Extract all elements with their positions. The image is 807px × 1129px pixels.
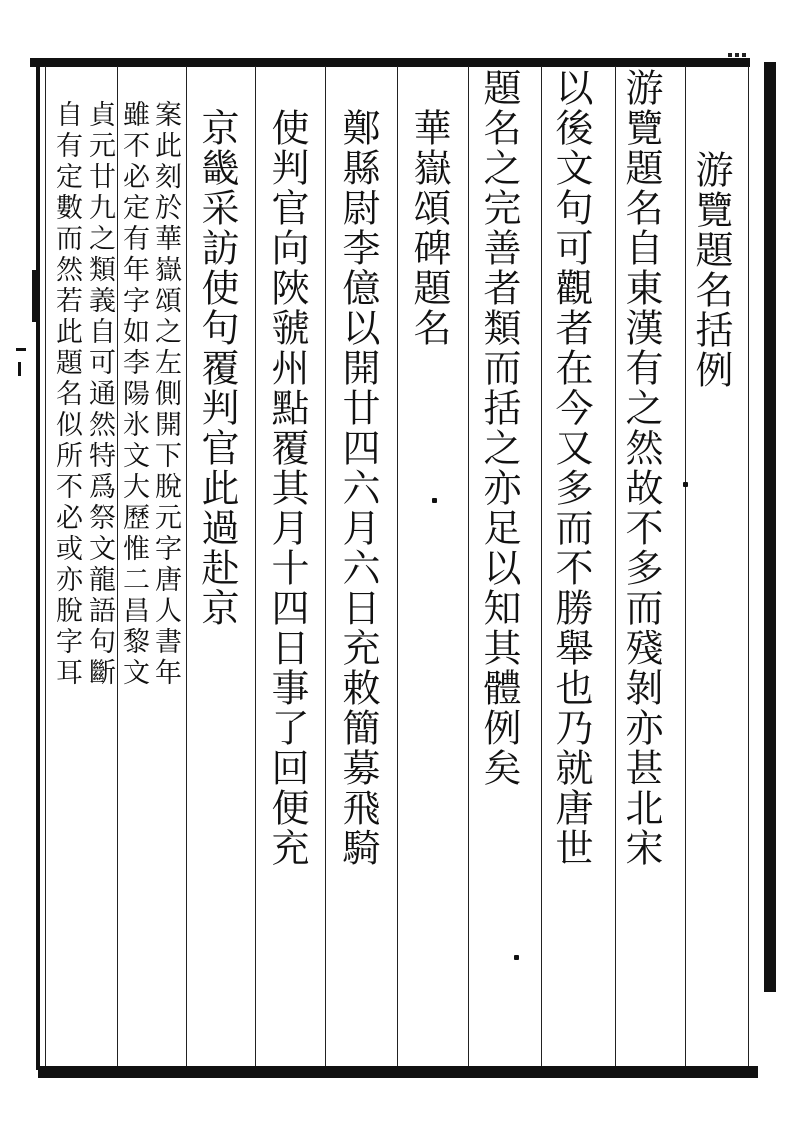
bottom-border-rule <box>38 1066 758 1078</box>
note-column: 案此刻於華嶽頌之左側開下脫元字唐人書年 <box>150 100 181 689</box>
column-divider <box>325 66 326 1066</box>
top-border-rule <box>30 58 750 67</box>
text-column: 京畿采訪使句覆判官此過赴京 <box>195 108 239 628</box>
column-divider <box>541 66 542 1066</box>
margin-ink-mark <box>16 348 26 351</box>
left-border-rule <box>36 58 40 1070</box>
note-column: 自有定數而然若此題名似所不必或亦脫字耳 <box>51 100 82 689</box>
text-column: 鄭縣尉李億以開廿四六月六日充敕簡募飛騎 <box>336 108 380 868</box>
note-column: 貞元廿九之類義自可通然特爲祭文龍語句斷 <box>84 100 115 689</box>
text-column: 游覽題名自東漢有之然故不多而殘剝亦甚北宋 <box>619 68 663 868</box>
inscription-heading: 華嶽頌碑題名 <box>407 108 451 348</box>
text-column: 題名之完善者類而括之亦足以知其體例矣 <box>477 68 521 788</box>
text-column: 使判官向陜虢州點覆其月十四日事了回便充 <box>265 108 309 868</box>
column-divider <box>748 66 749 1066</box>
column-divider <box>685 66 686 1066</box>
page-edge-shadow <box>764 62 776 992</box>
text-column: 以後文句可觀者在今又多而不勝舉也乃就唐世 <box>549 68 593 868</box>
margin-ink-mark <box>18 362 21 376</box>
margin-ink-mark <box>32 270 38 322</box>
column-divider <box>255 66 256 1066</box>
punctuation-mark <box>514 955 519 960</box>
ink-speckle-mark <box>728 42 768 52</box>
column-divider <box>397 66 398 1066</box>
section-heading: 游覽題名括例 <box>689 150 733 390</box>
punctuation-mark <box>683 482 688 487</box>
column-divider <box>45 66 46 1066</box>
column-divider <box>468 66 469 1066</box>
column-divider <box>186 66 187 1066</box>
note-column: 雖不必定有年字如李陽氷文大歷惟二昌黎文 <box>118 100 149 689</box>
column-divider <box>615 66 616 1066</box>
punctuation-mark <box>432 498 437 503</box>
